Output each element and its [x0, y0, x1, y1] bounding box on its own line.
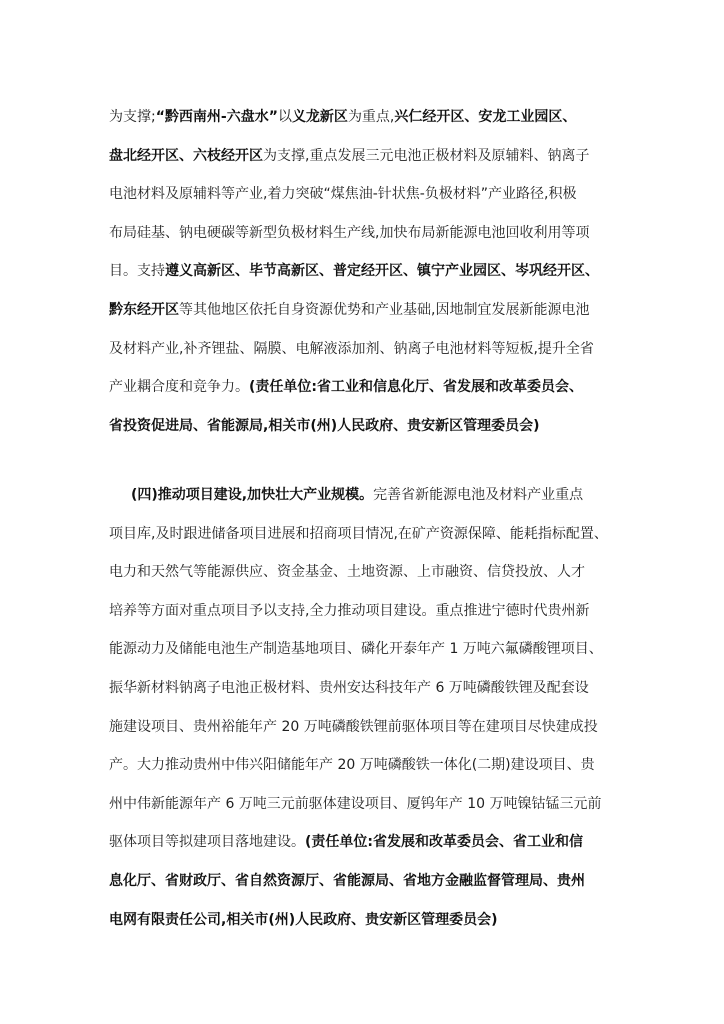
text-run: 产业耦合度和竞争力。 — [109, 379, 249, 396]
text-run: 等其他地区依托自身资源优势和产业基础,因地制宜发展新能源电池 — [179, 302, 590, 318]
text-line — [109, 300, 589, 320]
text-line — [109, 678, 589, 698]
text-run: 产。大力推动贵州中伟兴阳储能年产 20 万吨磷酸铁一体化(二期)建设项目、贵 — [109, 757, 595, 774]
bold-text: 电网有限责任公司,相关市(州)人民政府、贵安新区管理委员会) — [109, 911, 498, 928]
text-line — [109, 871, 585, 891]
bold-text: 省投资促进局、省能源局,相关市(州)人民政府、贵安新区管理委员会) — [109, 417, 540, 434]
text-line — [109, 223, 589, 243]
text-line — [109, 107, 576, 127]
text-run: 完善省新能源电池及材料产业重点 — [373, 487, 584, 503]
text-run: 为重点, — [347, 109, 395, 125]
text-line — [131, 485, 583, 505]
text-run: 布局硅基、钠电硬碳等新型负极材料生产线,加快布局新能源电池回收利用等项 — [109, 224, 590, 241]
text-run: 电池材料及原辅料等产业,着力突破“煤焦油-针状焦-负极材料”产业路径,积极 — [109, 186, 577, 203]
bold-text: 息化厅、省财政厅、省自然资源厅、省能源局、省地方金融监督管理局、贵州 — [109, 873, 585, 889]
text-run: 驱体项目等拟建项目落地建设。 — [109, 834, 305, 851]
text-line — [109, 562, 585, 582]
bold-text: (责任单位:省发展和改革委员会、省工业和信 — [305, 834, 583, 851]
text-line — [109, 639, 603, 659]
text-run: 为支撑; — [109, 109, 156, 125]
bold-text: 兴仁经开区、安龙工业园区、 — [394, 109, 577, 125]
text-line — [109, 755, 595, 775]
text-line — [109, 416, 540, 436]
text-run: 为支撑,重点发展三元电池正极材料及原辅料、钠离子 — [263, 147, 590, 164]
text-run: 目。支持 — [109, 263, 165, 280]
bold-text: 义龙新区 — [291, 109, 348, 125]
text-line — [109, 524, 608, 544]
text-line — [109, 184, 577, 204]
text-run: 电力和天然气等能源供应、资金基金、土地资源、上市融资、信贷投放、人才 — [109, 564, 585, 581]
text-line — [109, 261, 599, 281]
text-run: 培养等方面对重点项目予以支持,全力推动项目建设。重点推进宁德时代贵州新 — [109, 602, 590, 619]
bold-text: “黔西南州-六盘水” — [155, 109, 278, 125]
text-run: 以 — [277, 109, 292, 125]
text-run: 施建设项目、贵州裕能年产 20 万吨磷酸铁锂前驱体项目等在建项目尽快建成投 — [109, 718, 598, 735]
text-run: 项目库,及时跟进储备项目进展和招商项目情况,在矿产资源保障、能耗指标配置、 — [109, 525, 608, 542]
text-line — [109, 794, 602, 814]
text-line — [109, 601, 589, 621]
text-line — [109, 146, 589, 166]
bold-text: 盘北经开区、六枝经开区 — [109, 147, 263, 164]
text-line — [109, 339, 594, 359]
bold-text: (责任单位:省工业和信息化厅、省发展和改革委员会、 — [249, 379, 583, 396]
bold-text: (四)推动项目建设,加快壮大产业规模。 — [131, 487, 374, 503]
text-line — [109, 910, 498, 930]
text-run: 能源动力及储能电池生产制造基地项目、磷化开泰年产 1 万吨六氟磷酸锂项目、 — [109, 641, 603, 658]
text-line — [109, 832, 583, 852]
text-line — [109, 377, 583, 397]
text-line — [109, 717, 598, 737]
text-run: 州中伟新能源年产 6 万吨三元前驱体建设项目、厦钨年产 10 万吨镍钴锰三元前 — [109, 795, 602, 812]
text-run: 振华新材料钠离子电池正极材料、贵州安达科技年产 6 万吨磷酸铁锂及配套设 — [109, 680, 589, 696]
text-run: 及材料产业,补齐锂盐、隔膜、电解液添加剂、钠离子电池材料等短板,提升全省 — [109, 340, 594, 357]
bold-text: 黔东经开区 — [109, 302, 179, 318]
bold-text: 遵义高新区、毕节高新区、普定经开区、镇宁产业园区、岑巩经开区、 — [165, 263, 599, 280]
